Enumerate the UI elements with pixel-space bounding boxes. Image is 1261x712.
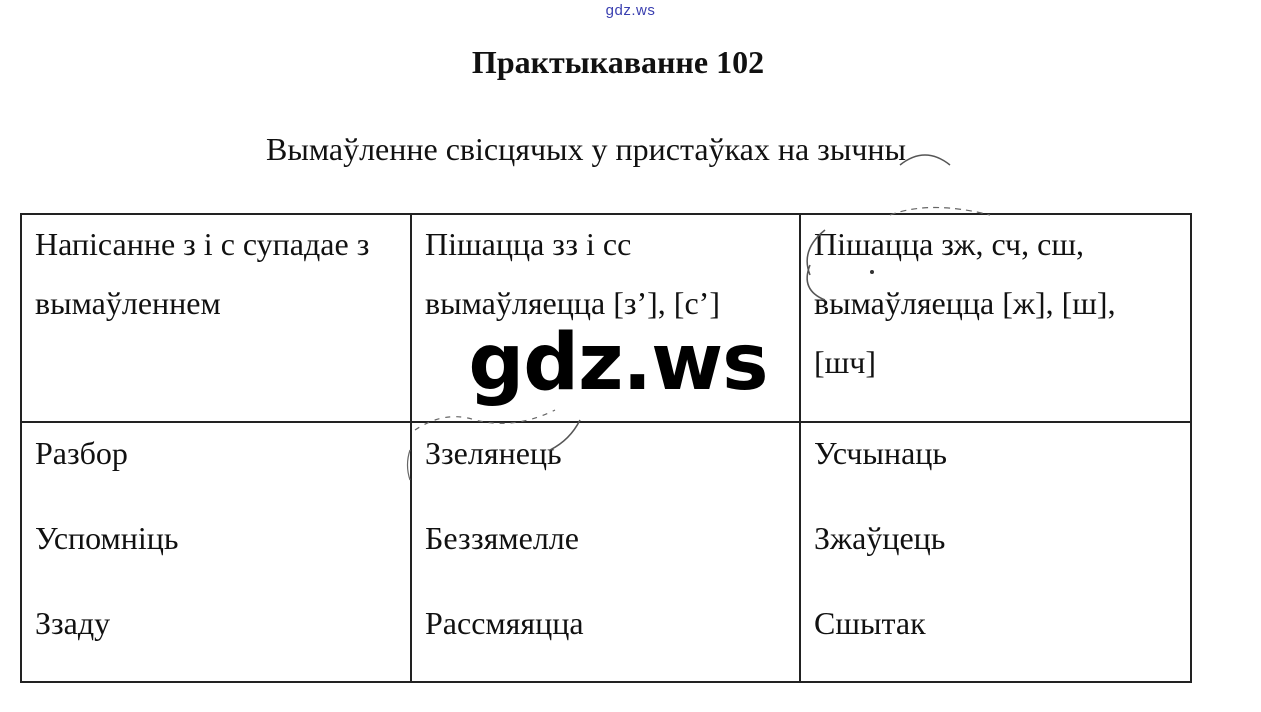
answer-table: [20, 213, 1192, 683]
list-item: Зжаўцець: [814, 520, 946, 556]
header-text: Пішацца зж, сч, сш, вымаўляецца [ж], [ш], [шч]: [814, 226, 1116, 380]
word-list-cell: [21, 422, 411, 682]
word-list-cell: [411, 422, 800, 682]
list-item: Успомніць: [35, 520, 179, 556]
header-text: Напісанне з і с супадае з вымаўленнем: [35, 226, 370, 321]
header-text: Пішацца зз і сс вымаўляецца [з’], [с’]: [425, 226, 720, 321]
list-item: Разбор: [35, 435, 128, 471]
list-item: Ззелянець: [425, 435, 562, 471]
watermark-top: gdz.ws: [605, 2, 656, 19]
list-item: Усчынаць: [814, 435, 948, 471]
word-list-cell: [800, 422, 1191, 682]
list-item: Беззямелле: [425, 520, 579, 556]
subtitle: Вымаўленне свісцячых у пристаўках на зычны: [266, 131, 907, 167]
table-row: [21, 422, 1191, 682]
list-item: Ззаду: [35, 605, 111, 641]
page-title: Практыкаванне 102: [471, 44, 765, 80]
list-item: Сшытак: [814, 605, 926, 641]
list-item: Рассмяяцца: [425, 605, 584, 641]
watermark-center: gdz.ws: [468, 318, 768, 408]
